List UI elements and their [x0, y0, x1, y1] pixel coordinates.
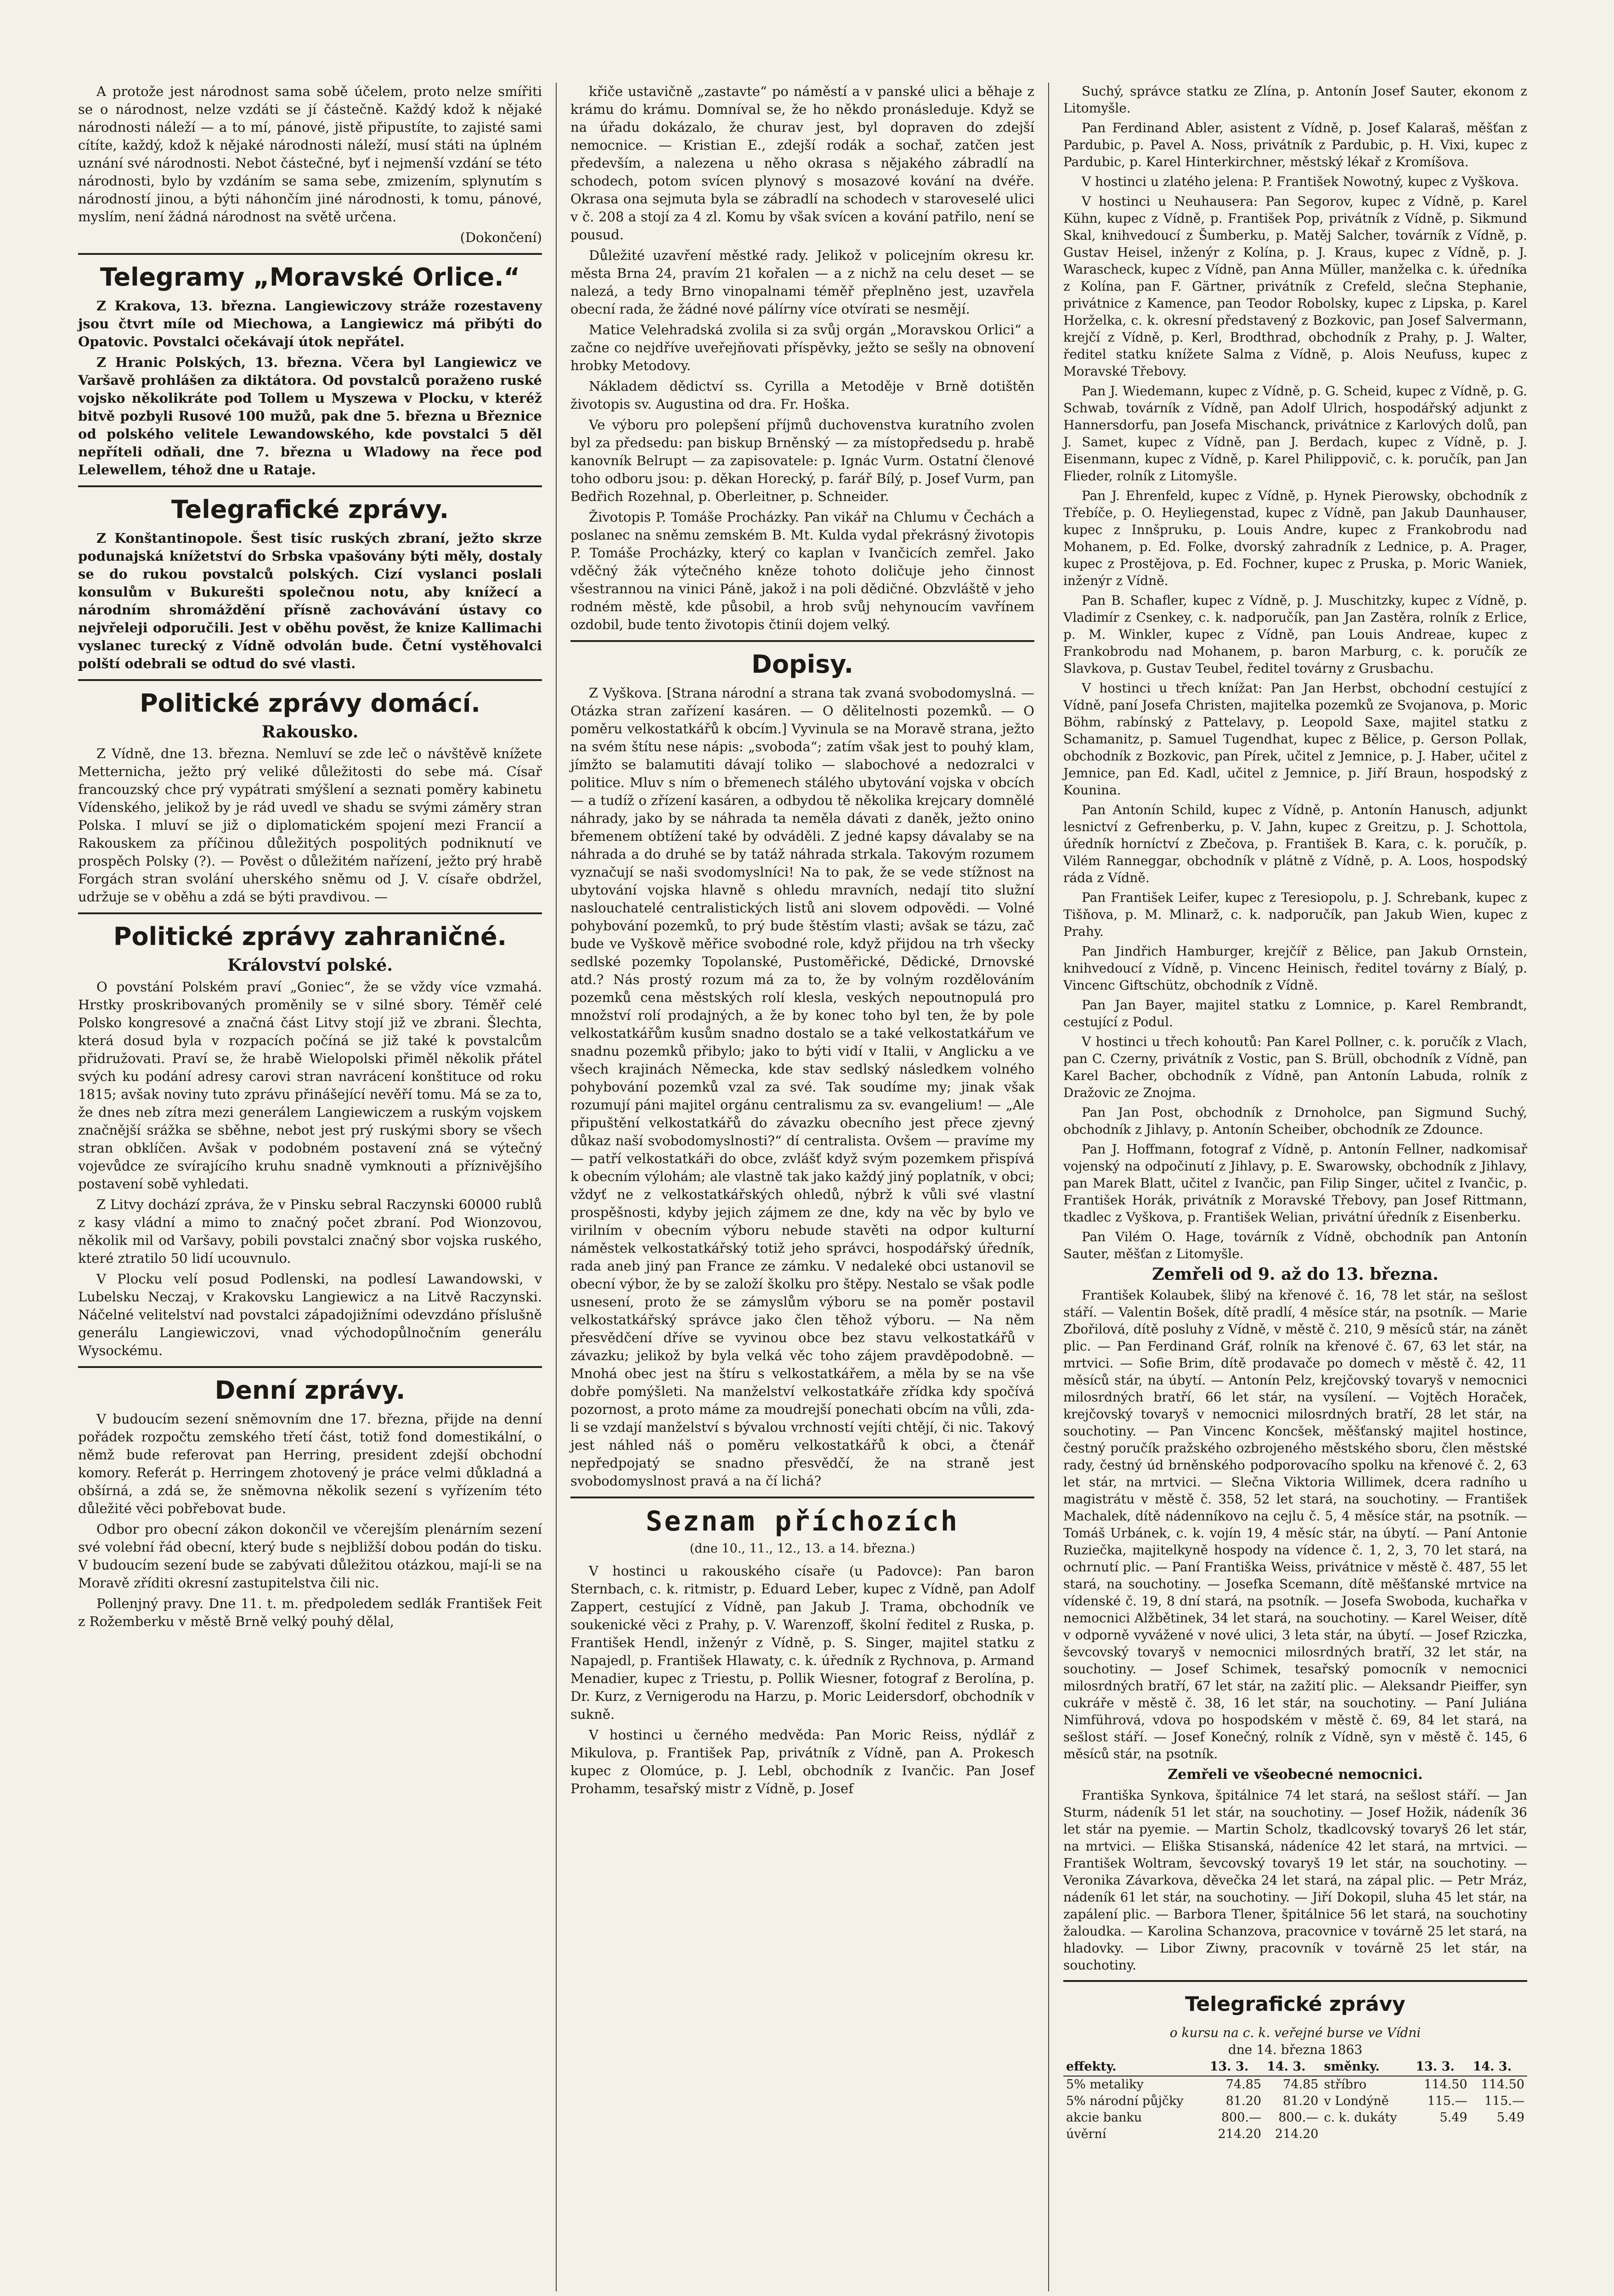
exchange-cell: v Londýně — [1324, 2094, 1389, 2108]
matice-velehradska: Matice Velehradská zvolila si za svůj orgán „Moravskou Orlici“ a začne co nejdříve uveřejňovati příspěvky, ježto se sešly na obnovení hrobky Metodovy. — [570, 322, 1034, 373]
daily-news-committee: Odbor pro obecní zákon dokončil ve včerejším plenárním sezení své volební řád obecní, který bude s nejbližší dobou podán do tisku. V budoucím sezení bude se zabývati důležitou otázkou, mají-li se na Moravě zříditi okresní zastupitelstva čili nic. — [78, 1521, 542, 1591]
telegram-krakow: Z Krakova, 13. března. Langiewiczovy stráže rozestaveny jsou čtvrt míle od Miechowa, a Langiewicz má přibýti do Opatovic. Povstalci očekávají útok nepřátel. — [78, 298, 542, 349]
lithuania-report: Z Litvy dochází zpráva, že v Pinsku sebral Raczynski 60000 rublů z kasy vládní a mimo to značný počet zbraní. Pod Wionzovou, několik mil od Varšavy, pobili povstalci značný sbor vojska ruského, které ztratilo 50 lidí ucouvnulo. — [78, 1197, 542, 1266]
vienna-report: Z Vídně, dne 13. března. Nemluví se zde leč o návštěvě knížete Metternicha, ježto prý veliké důležitosti do sebe má. Císař francouzský chce prý vypátrati smýšlení a seznati poměry kabinetu Vídenského, jelikož by je rád uvedl ve shadu se svými záměry stran Polska. I mluví se již o diplomatickém spojení mezi Francií a Rakouskem za příčinou důležitých pospolitých podniknutí ve prospěch Polsky (?). — Pověst o důležitém nařízení, ježto prý hrabě Forgách stran svolání uherského sněmu od J. V. císaře obdržel, udržuje se v oběhu a zdá se býti pravdivou. — — [78, 746, 542, 905]
section-divider — [1063, 1980, 1527, 1982]
exchange-subheading: o kursu na c. k. veřejné burse ve Vídni — [1169, 2025, 1421, 2040]
exchange-cell — [1413, 2126, 1470, 2143]
exchange-date: dne 14. března 1863 — [1228, 2042, 1363, 2057]
plock-report: V Plocku velí posud Podlenski, na podlesí Lawandowski, v Lubelsku Neczaj, v Krakovsku Langiewicz a na Litvě Raczynski. Náčelné velitelství nad povstalci západojižními odevzdáno příslušně generálu Langiewiczovi, vnad východopůlnočním generálu Wysockému. — [78, 1271, 542, 1358]
exchange-cell: 81.20 — [1283, 2094, 1319, 2108]
clergy-committee: Ve výboru pro polepšení příjmů duchovenstva kuratního zvolen byl za předsedu: pan biskup Brněnský — za místopředsedu p. hrabě kanovník Belrupt — za zapisovatele: p. Ignác Vurm. Ostatní členové toho odboru jsou: p. děkan Horecký, p. farář Bílý, p. Josef Vurm, pan Bedřich Rozehnal, p. Oberleitner, p. Schneider. — [570, 417, 1034, 504]
prochazka-biography: Životopis P. Tomáše Procházky. Pan vikář na Chlumu v Čechách a poslanec na sněmu zemském B. Mt. Kulda vydal překrásný životopis P. Tomáše Procházky, který co kaplan v Ivančicích zemřel. Jako vděčný žák výtečného kněze tohoto doličuje jeho činnost všestrannou na vinici Páně, jakož i na poli dědičné. Obzvláště v jeho rodném městě, kde působil, a hrob svůj nehynoucím vavřínem ozdobil, bude tento životopis čtiníi dojem velký. — [570, 509, 1034, 632]
arrivals-three-princes-2: Pan Antonín Schild, kupec z Vídně, p. Antonín Hanusch, adjunkt lesnictví z Gefrenberku, p. V. Jahn, kupec z Greitzu, p. J. Schottola, úředník horníctví z Zbečova, p. František B. Kara, c. k. poručík, p. Vilém Ranneggar, obchodník v plátně z Vídně, p. A. Loos, hospodský ráda z Vídně. — [1063, 802, 1527, 885]
cyril-methodius-legacy: Nákladem dědictví ss. Cyrilla a Metoděje v Brně dotištěn životopis sv. Augustina od dra. Fr. Hoška. — [570, 378, 1034, 412]
telegraph-constantinople: Z Konštantinopole. Šest tisíc ruských zbraní, ježto skrze podunajská knížetství do Srbska vpašovány býti měly, dostaly se do rukou povstalců polských. Cizí vyslanci poslali konsulům v Bukurešti společnou notu, aby knížecí a národním shromáždění přísně zachovávání ústavy co nejvřeleji odporučili. Jest v oběhu pověst, že knize Kallimachi vyslanec turecký z Vídně odvolán bude. Četní vystěhovalci polští odebrali se odtud do své vlasti. — [78, 530, 542, 671]
exchange-cell: 214.20 — [1218, 2127, 1262, 2141]
arrivals-austrian-emperor: V hostinci u rakouského císaře (u Padovce): Pan baron Sternbach, c. k. ritmistr, p. Eduard Leber, kupec z Vídně, pan Adolf Zappert, cestující z Vídně, pan Jakub J. Trama, obchodník ve soukenické věci z Prahy, p. V. Warenzoff, školní ředitel z Ruska, p. František Hendl, inženýr z Vídně, p. S. Singer, majitel statku z Napajedl, p. František Hlawaty, c. k. úředník z Rychnova, p. Armand Menadier, kupec z Triestu, p. Pollik Wiesner, fotograf z Berolína, p. Dr. Kurz, z Vernigerodu na Harzu, p. Moric Leidersdorf, obchodník v sukně. — [570, 1563, 1034, 1722]
arrivals-dates: (dne 10., 11., 12., 13. a 14. března.) — [689, 1542, 915, 1556]
exchange-cell: 114.50 — [1424, 2077, 1467, 2092]
column-divider — [556, 83, 557, 2291]
arrivals-continuation: Suchý, správce statku ze Zlína, p. Antonín Josef Sauter, ekonom z Litomyšle. — [1063, 84, 1527, 116]
exchange-cell: stříbro — [1324, 2077, 1367, 2092]
exchange-cell: 74.85 — [1283, 2077, 1319, 2092]
arrivals-neuhauser: V hostinci u Neuhausera: Pan Segorov, kupec z Vídně, p. Karel Kühn, kupec z Vídně, p. František Pop, privátník z Vídně, p. Sikmund Skal, knihvedoucí z Šumberku, p. Matěj Salcher, továrník z Vídně, p. Gustav Heisel, inženýr z Kolína, p. J. Kraus, kupec z Vídně, p. J. Warascheck, kupec z Vídně, pan Anna Müller, manželka c. k. úředníka z Kolína, pan F. Gärtner, privátník z Crefeld, slečna Stephanie, privátnice z Kamence, pan Teodor Robolsky, kupec z Lipska, p. Karel Horželka, c. k. okresní představený z Bozkovic, pan Josef Salvermann, krejčí z Vídně, p. Kerl, Brodthrad, obchodník z Prahy, p. J. Walter, ředitel statku knížete Salma z Vídně, p. Alois Neufuss, kupec z Moravské Třebovy. — [1063, 194, 1527, 379]
arrivals-three-princes: V hostinci u třech knížat: Pan Jan Herbst, obchodní cestující z Vídně, paní Josefa Christen, majitelka pozemků ze Svojanova, p. Moric Böhm, rabínský z Pattelavy, p. Leopold Saxe, majitel statku z Schamanitz, p. Samuel Tugendhat, kupec z Bělice, p. Gerson Pollak, obchodník z Bozkovic, pan Pírek, učitel z Jemnice, p. J. Haber, učitel z Jemnice, pan Ed. Kadl, učitel z Jemnice, p. Jiří Braun, hospodský z Kounina. — [1063, 681, 1527, 798]
domestic-politics-heading: Politické zprávy domácí. — [140, 689, 480, 718]
exchange-cell: 800.— — [1221, 2110, 1262, 2125]
arrivals-three-roosters-2: Pan Jan Post, obchodník z Drnoholce, pan Sigmund Suchý, obchodník z Jihlavy, p. Antonín Scheiber, obchodník ze Zdounce. — [1063, 1105, 1527, 1137]
exchange-row — [1063, 2126, 1527, 2143]
exchange-cell: 5% metaliky — [1066, 2077, 1144, 2092]
section-divider — [570, 1497, 1034, 1498]
austria-subheading: Rakousko. — [261, 722, 359, 742]
exchange-header: směnky. — [1321, 2058, 1413, 2076]
deaths-list: František Kolaubek, šlibý na křenové č. 16, 78 let stár, na sešlost stáří. — Valentin Bošek, dítě pradlí, 4 měsíce stár, na psotník. — Marie Zbořilová, dítě posluhy z Vídně, v městě č. 210, 9 měsíců stár, na zánět plic. — Pan Ferdinand Gráf, rolník na křenové č. 67, 63 let stár, na mrtvici. — Sofie Brim, dítě prodavače po domech v městě č. 42, 11 měsíců stár, na úbytí. — Antonín Pelz, krejčovský tovaryš v nemocnici milosrdných bratří, 66 let stár, na vysílení. — Vojtěch Horaček, krejčovský tovaryš v nemocnici milosrdných bratří, 28 let stár, na souchotiny. — Pan Vincenc Koncšek, měšťanský majitel hostince, čestný poručík pražského ozbrojeného městského sboru, člen městské rady, čestný úd brněnského podporovacího spolku na křenové č. 2, 63 let stár, na mrtvici. — Slečna Viktoria Willimek, dcera radního u magistrátu v městě č. 358, 52 let stará, na souchotiny. — František Machalek, dítě nádenníkovo na cejlu č. 5, 4 měsíce stár, na psotník. — Tomáš Urbánek, c. k. vojín 19, 4 měsíc stár, na úbytí. — Paní Antonie Ruziečka, majitelkyně hospody na vídence č. 1, 2, 3, 70 let stará, na ochrnutí plic. — Paní Františka Weiss, privátnice v městě č. 487, 55 let stará, na souchotiny. — Josefka Scemann, dítě měšťanské mrtvice na vídenské č. 19, 8 dní stará, na psotník. — Josefa Swoboda, kuchařka v nemocnici Alžbětinek, 34 let stará, na souchotiny. — Karel Weiser, dítě v odporně vyvážené v nové ulici, 3 leta stár, na úbytí. — Josef Rziczka, ševcovský tovaryš v nemocnici milosrdných bratří, 32 let stár, na souchotiny. — Josef Schimek, tesařský pomocník v nemocnici milosrdných bratří, 67 let stár, na zažití plic. — Aleksandr Pieiffer, syn cukráře v městě č. 38, 16 let stár, na souchotiny. — Paní Juliána Nimführová, vdova po hospodském v městě č. 69, 84 let stará, na sešlost stáří. — Josef Konečný, rolník z Vídně, syn v městě č. 145, 6 měsíců stár, na psotník. — [1063, 1288, 1527, 1761]
arrivals-three-roosters-4: Pan Vilém O. Hage, továrník z Vídně, obchodník pan Antonín Sauter, měšťan z Litomyšle. — [1063, 1229, 1527, 1261]
column-3 — [1063, 83, 1527, 2143]
exchange-cell: akcie banku — [1066, 2110, 1142, 2125]
city-council-resolution: Důležité uzavření městké rady. Jelikož v policejním okresu kr. města Brna 24, pravím 21 kořalen — a z nichž na celu deset — se nalezá, a tedy Brno vinopalnami téměř přeplněno jest, uzavřela obecní rada, že žádné nové pálírny více otvírati se nesmějí. — [570, 248, 1034, 317]
column-divider — [1048, 83, 1049, 2291]
deaths-hospital-list: Františka Synkova, špitálnice 74 let stará, na sešlost stáří. — Jan Sturm, nádeník 51 let stár, na souchotiny. — Josef Hožik, nádeník 36 let stár na pyemie. — Martin Scholz, tkadlcovský tovaryš 26 let stár, na mrtvici. — Eliška Stisanská, nádeníce 42 let stará, na mrtvici. — František Woltram, ševcovský tovaryš 19 let stár, na souchotiny. — Veronika Závarkova, děvečka 24 let stará, na zápal plic. — Petr Mráz, nádeník 61 let stár, na souchotiny. — Jiří Dokopil, sluha 45 let stár, na zapálení plic. — Barbora Tlener, špitálnice 56 let stará, na souchotiny žaloudka. — Karolina Schanzova, pracovnice v továrně 25 let stará, na hladovky. — Libor Ziwny, pracovník v továrně 25 let stár, na souchotiny. — [1063, 1788, 1527, 1973]
arrivals-black-bear: V hostinci u černého medvěda: Pan Moric Reiss, nýdlář z Mikulova, p. František Pap, privátník z Vídně, pan A. Prokesch kupec z Olomúce, p. J. Lebl, obchodník z Ivančic. Pan Josef Prohamm, tesařský mistr z Vídně, p. Josef — [570, 1727, 1034, 1796]
exchange-row — [1063, 2110, 1527, 2126]
article-continuation: A protože jest národnost sama sobě účelem, proto nelze smířiti se o národnost, nelze vzdáti se jí částečně. Každý kdož k nějaké národnosti náleží — a to mí, pánové, jistě připustíte, to zajisté sami cítíte, každý, kdož k nějaké národnosti náleží, musí státi na úplném uznání své národnosti. Nebot částečné, byť i nejmenší vzdání se této národnosti, bylo by vzdáním se sama sebe, zmizením, splynutím s národností jinou, a býti náhončím jiné národnosti, k tomu, pánové, myslím, není žádná národnost na světě určena. — [78, 84, 542, 225]
letter-vyskov: Z Vyškova. [Strana národní a strana tak zvaná svobodomyslná. — Otázka stran zařízení kasáren. — O dělitelnosti pozemků. — O poměru velkostatkářů k obcím.] Vyvinula se na Moravě strana, ježto na svém štítu nese nápis: „svoboda“; zatím však jest to pouhý klam, jímžto se balamutiti dávají toliko — slabochové a nedozralci v politice. Mluv s ním o břemenech stálého ubytování vojska v obcích — a tudíž o zřízení kasáren, a odbydou tě několika krejcary domnělé náhrady, jako by se náhrada ta neměla dávati z daněk, ježto onino břemenem obtížení také by odváděli. Z jedné kapsy dávalaby se na náhrada a do druhé se by tatáž náhrada strkala. Takovým rozumem vyznačují se naši svodomyslníci! Na to pak, že se vede stížnost na ubytování vojska hlavně s ohledu mravních, nedají tito služní naslouchatelé centralistických listů ani slovem odpovědi. — Volné pohybování pozemků, to prý bude štěstím vlasti; avšak se tázu, zač bude ve Vyškově měřice svobodné role, když přijdou na trh všecky sedlské pozemky Topolanské, Pustoměřické, Dědické, Drnovské atd.? Nás prostý rozum má za to, že by volným rozdělováním pozemků cena městských rolí klesla, veských nepoutnopulá pro množství rolí prodajných, a že by konec toho byl ten, že by pole velkostatkářům kusům snadno dostalo se a také velkostatkářum ve snadnu pozemků přibylo; jako to býti vidí v Italii, v Anglicku a ve všech krajinách Německa, kde stav sedlský následkem volného pohybování pozemků vzal za své. Tak soudíme my; jinak však rozumují páni majitel orgánu centralismu za sv. evangelium! — „Ale připuštění velkostatkářů do závazku obecního jest přece zjevný důkaz naší svobodomyslnosti?“ dí centralista. Ovšem — pravíme my — patří velkostatkáři do obce, zvlášť když svým pozemkem přispívá k obecním výlohám; ale vlastně tak jako každý jiný poplatník, v obci; vždyť ne z velkostatkářských ohledů, nýbrž k vůli své vlastní prospěšnosti, kdyby jejich zájmem ze dne, kdy na věc by bylo ve virilním v obecním výboru nebude stavěti na odpor kulturní náměstek velkostatkářský totiž jeho správci, hospodářský úředník, rada aneb jiný pan France ze zámku. V nedaleké obci ustanovil se obecní výbor, že by se založí školku pro štěpy. Nestalo se však podle usnesení, proto že se zámyslům výboru se na poměr postavil velkostatkářský správce jako člen těhož výboru. — Na něm přesvědčení dříve se vyvinou obce bez stavu velkostatkářů v závazku; jelikož by byla velká věc toho zájem pravděpodobně. — Mnohá obec jest na štíru s velkostatkářem, a měla by se na vše dobře pomýšleti. Na manželství velkostatkáře zřídka kdy spočívá pozornost, a proto máme za moudrejší ponechati obcím na vůli, zda-li se vzdají manželství s bývalou vrchností vejíti chtějí, či nic. Takový jest náhled náš o poměru velkostatkářů k obci, a čtenář nepředpojatý se snadno přesvědčí, že na straně jest svobodomyslnost pravá a na čí lichá? — [570, 685, 1034, 1489]
deaths-heading: Zemřeli od 9. až do 13. března. — [1152, 1265, 1439, 1284]
exchange-cell: 5.49 — [1439, 2110, 1467, 2125]
exchange-cell: 5.49 — [1496, 2110, 1524, 2125]
newspaper-page — [78, 55, 1552, 2296]
column-2 — [570, 83, 1034, 1801]
section-divider — [78, 1366, 542, 1368]
exchange-cell: c. k. dukáty — [1324, 2110, 1397, 2125]
exchange-cell: 5% národní půjčky — [1066, 2094, 1184, 2108]
exchange-cell: 74.85 — [1225, 2077, 1262, 2092]
exchange-cell: úvěrní — [1066, 2127, 1106, 2141]
exchange-cell — [1470, 2126, 1527, 2143]
exchange-header-row — [1063, 2058, 1527, 2076]
poland-subheading: Království polské. — [227, 956, 393, 975]
exchange-header: 13. 3. — [1413, 2058, 1470, 2076]
section-divider — [570, 640, 1034, 642]
daily-news-continuation: křiče ustavičně „zastavte“ po náměstí a v panské ulici a běhaje z krámu do krámu. Domníval se, že ho někdo pronásleduje. Když se na úřadu dokázalo, že churav jest, byl dopraven do zdejší nemocnice. — Kristian E., zdejší rodák a sochař, zatčen jest především, a nalezena u něho okrasa s nějakého zábradlí na schodech, potom svícen plynový s mosazové kování na dvéře. Okrasa ona sejmuta byla se zábradlí na schodech v staroveselé ulici v č. 208 a stojí za 4 zl. Komu by však svícen a kování patřilo, není se pousud. — [570, 84, 1034, 242]
arrivals-three-roosters: V hostinci u třech kohoutů: Pan Karel Pollner, c. k. poručík z Vlach, pan C. Czerny, privátník z Vostic, pan S. Brüll, obchodník z Vídně, pan Karel Bacher, obchodník z Vídně, pan Antonín Labuda, rolník z Dražovic ze Znojma. — [1063, 1034, 1527, 1100]
exchange-header: effekty. — [1063, 2058, 1207, 2076]
article-end-note: (Dokončení) — [460, 230, 542, 245]
deaths-hospital-heading: Zemřeli ve všeobecné nemocnici. — [1168, 1767, 1423, 1783]
exchange-heading: Telegrafické zprávy — [1185, 1992, 1405, 2016]
section-divider — [78, 485, 542, 487]
arrivals-heading: Seznam příchozích — [645, 1505, 959, 1537]
exchange-header: 14. 3. — [1470, 2058, 1527, 2076]
arrivals-three-princes-5: Pan Jan Bayer, majitel statku z Lomnice, p. Karel Rembrandt, cestující z Podul. — [1063, 997, 1527, 1030]
section-divider — [78, 679, 542, 681]
exchange-cell: 115.— — [1427, 2094, 1467, 2108]
exchange-cell: 800.— — [1278, 2110, 1319, 2125]
exchange-cell: 214.20 — [1275, 2127, 1319, 2141]
arrivals-neuhauser-4: Pan B. Schafler, kupec z Vídně, p. J. Muschitzky, kupec z Vídně, p. Vladimír z Csenkey, c. k. nadporučík, pan Jan Zastěra, rolník z Erlice, p. M. Winkler, kupec z Vídně, pan Louis Andreae, kupec z Frankobrodu nad Mohanem, p. baron Marburg, c. k. poručík ze Slavkova, p. Gustav Teubel, ředitel továrny z Grusbachu. — [1063, 593, 1527, 676]
exchange-cell: 81.20 — [1225, 2094, 1262, 2108]
exchange-cell: 114.50 — [1481, 2077, 1524, 2092]
telegram-hranice: Z Hranic Polských, 13. března. Včera byl Langiewicz ve Varšavě prohlášen za diktátora. Od povstalců poraženo ruské vojsko několikráte pod Tollem u Myszewa v Plocku, v kteréž bitvě pozbyli Rusové 100 mužů, pak dne 5. března u Březnice od polského velitele Lewandowského, kde povstalci 5 děl nepříteli odňali, dne 7. března u Wladowy na řece pod Lelewellem, téhož dne u Rataje. — [78, 355, 542, 478]
arrivals-neuhauser-2: Pan J. Wiedemann, kupec z Vídně, p. G. Scheid, kupec z Vídně, p. G. Schwab, továrník z Vídně, pan Adolf Ulrich, hospodářský adjunkt z Hannersdorfu, pan Josefa Mischanck, privátnice z Karlových dolů, pan J. Samet, kupec z Vídně, pan J. Berdach, kupec z Vídně, p. J. Eisenmann, kupec z Vídně, p. Karel Philippovič, c. k. poručík, pan Jan Flieder, rolník z Litomyšle. — [1063, 383, 1527, 484]
foreign-politics-heading: Politické zprávy zahraničné. — [113, 922, 507, 951]
telegraph-news-heading: Telegrafické zprávy. — [171, 495, 449, 524]
arrivals-three-princes-3: Pan František Leifer, kupec z Teresiopolu, p. J. Schrebank, kupec z Tišňova, p. M. Mlinarž, c. k. nadporučík, pan Jakub Wien, kupec z Prahy. — [1063, 890, 1527, 939]
exchange-table — [1063, 2058, 1527, 2143]
daily-news-diet: V budoucím sezení sněmovním dne 17. března, přijde na denní pořádek rozpočtu zemského třetí část, totiž fond domestikální, o němž bude referovat pan Herring, president zdejší obchodní komory. Referát p. Herringem zhotovený je práce velmi důkladná a obšírná, a zdá se, že sněmovna několik sezení s vyřízením této důležité věci pobřebovat bude. — [78, 1411, 542, 1516]
letters-heading: Dopisy. — [751, 650, 853, 679]
arrivals-neuhauser-3: Pan J. Ehrenfeld, kupec z Vídně, p. Hynek Pierowsky, obchodník z Třebíče, p. O. Heyliegenstad, kupec z Vídně, pan Jakub Daunhauser, kupec z Innšpruku, p. Louis Andre, kupec z Frankobrodu nad Mohanem, p. Ed. Folke, dvorský zahradník z Lednice, p. A. Prager, kupec z Prostějova, p. Ed. Fochner, kupec z Pruska, p. Moric Waniek, inženýr z Vídně. — [1063, 488, 1527, 588]
telegram-heading: Telegramy „Moravské Orlice.“ — [100, 263, 520, 292]
daily-news-heading: Denní zprávy. — [214, 1376, 406, 1405]
column-1 — [78, 83, 542, 1633]
section-divider — [78, 253, 542, 255]
poland-report: O povstání Polském praví „Goniec“, že se vždy více vzmahá. Hrstky proskribovaných proměnily se v silné sbory. Téměř celé Polsko kongresové a značná část Litvy stojí již ve zbrani. Šlechta, která dosud byla v rozpacích počíná se již také k povstalcům přidružovati. Praví se, že hrabě Wielopolski přiměl několik přátel svých ku podání adresy carovi stran navrácení konštituce od roku 1815; avšak noviny tuto zprávu přinášející nevěří tomu. Má se za to, že dnes neb zítra mezi generálem Langiewiczem a ruským vojskem značnější srážka se sběhne, nebot jest prý ruskými sbory se všech stran obklíčen. Avšak v podobném postavení zná se výtečný vojevůdce ze svírajícího kruhu snadně vymknouti a příznivějšího postavení sobě vyhledati. — [78, 979, 542, 1192]
arrivals-three-princes-4: Pan Jindřich Hamburger, krejčíř z Bělice, pan Jakub Ornstein, knihvedoucí z Vídně, p. Vincenc Heinisch, ředitel továrny z Bíalý, p. Vincenc Giftschütz, obchodník z Vídně. — [1063, 944, 1527, 993]
daily-news-police: Pollenjný pravy. Dne 11. t. m. předpoledem sedlák František Feit z Rožemberku v městě Brně velký pouhý dělal, — [78, 1596, 542, 1629]
arrivals-abler: Pan Ferdinand Abler, asistent z Vídně, p. Josef Kalaraš, měšťan z Pardubic, p. Pavel A. Noss, privátník z Pardubic, p. H. Vixi, kupec z Pardubic, p. Karel Hinterkirchner, městský lékař z Kromíšova. — [1063, 120, 1527, 169]
exchange-row — [1063, 2076, 1527, 2093]
exchange-header: 13. 3. — [1207, 2058, 1264, 2076]
arrivals-golden-deer: V hostinci u zlatého jelena: P. František Nowotný, kupec z Vyškova. — [1082, 174, 1519, 189]
exchange-row — [1063, 2093, 1527, 2110]
section-divider — [78, 912, 542, 914]
exchange-cell — [1321, 2126, 1413, 2143]
exchange-header: 14. 3. — [1264, 2058, 1321, 2076]
arrivals-three-roosters-3: Pan J. Hoffmann, fotograf z Vídně, p. Antonín Fellner, nadkomisař vojenský na odpočinutí z Jihlavy, p. E. Swarowsky, obchodník z Jihlavy, pan Marek Blatt, učitel z Ivančic, pan Filip Singer, učitel z Ivančic, p. František Horák, privátník z Moravské Třebovy, pan Josef Rittmann, tkadlec z Vyškova, p. František Welian, privátní úředník z Eisenberku. — [1063, 1142, 1527, 1225]
exchange-cell: 115.— — [1484, 2094, 1524, 2108]
